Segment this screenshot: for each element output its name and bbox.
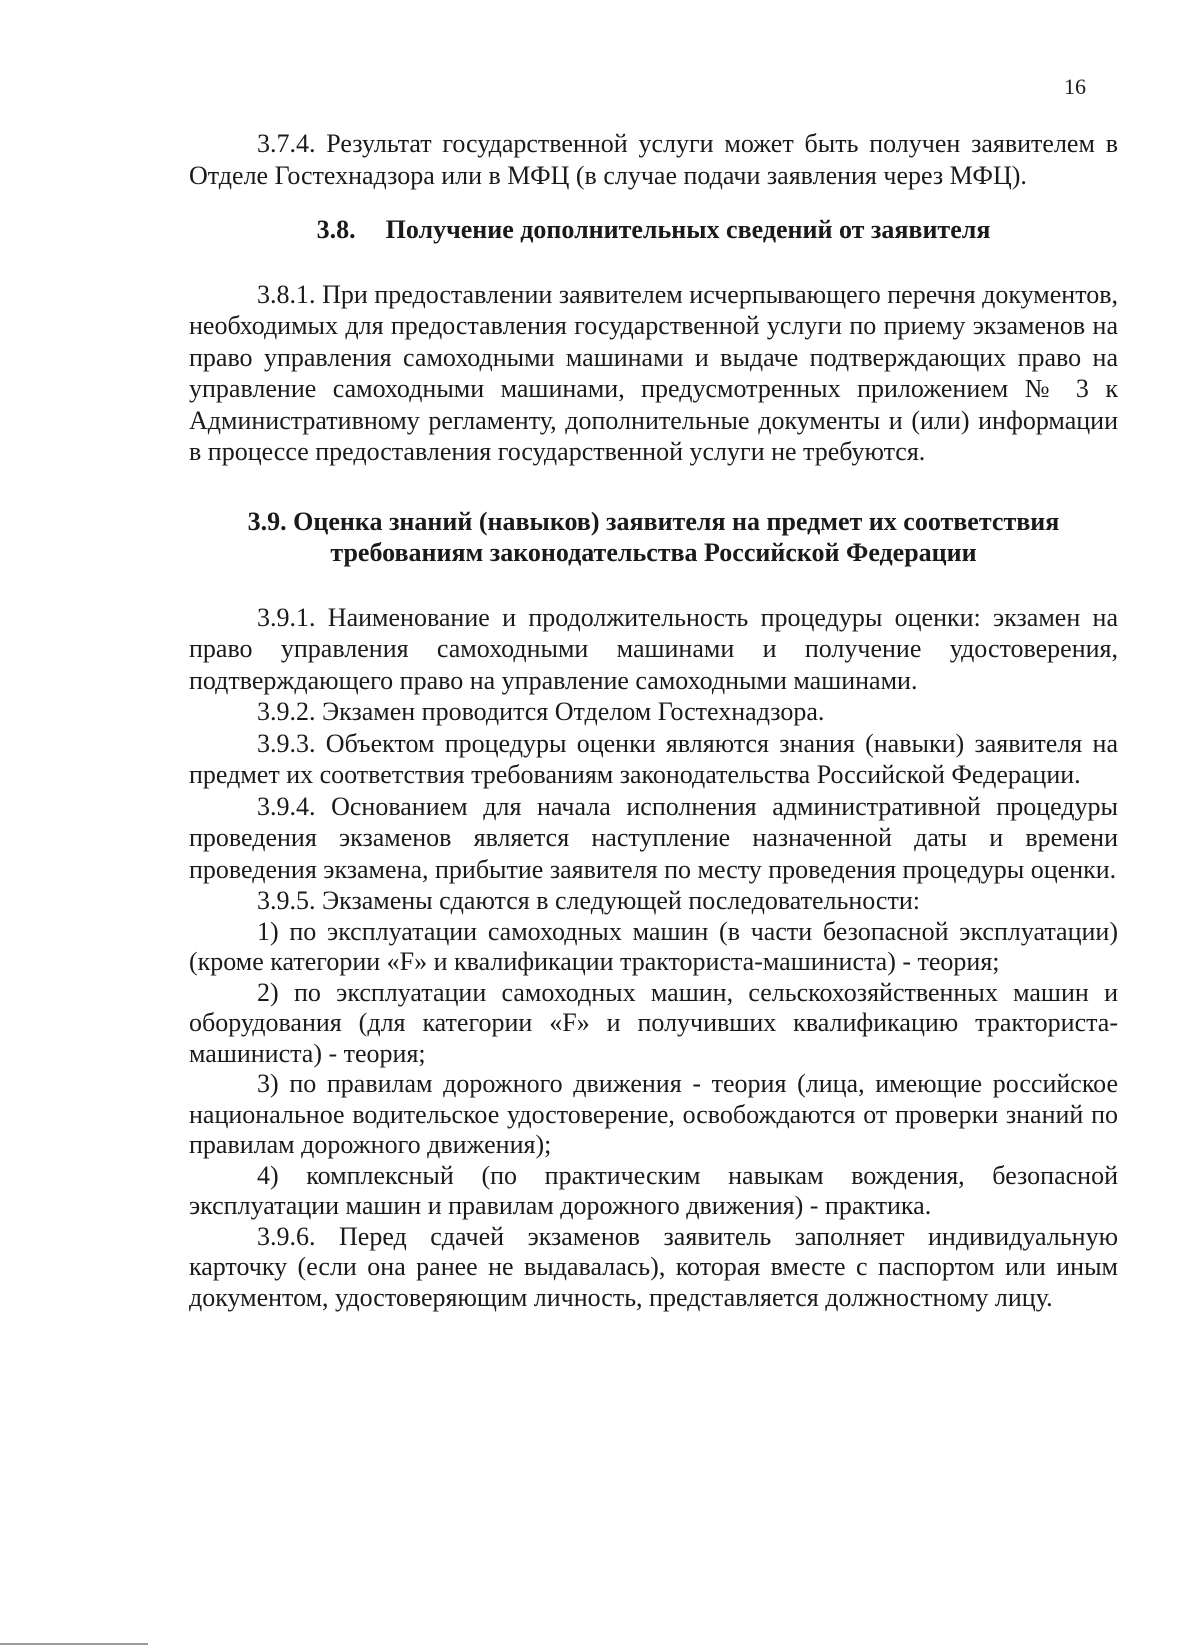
paragraph-3-7-4: 3.7.4. Результат государственной услуги может быть получен заявителем в Отделе Гостехнадзора или в МФЦ (в случае подачи заявления через МФЦ). (189, 129, 1118, 190)
paragraph-3-9-6: 3.9.6. Перед сдачей экзаменов заявитель заполняет индивидуальную карточку (если она ранее не выдавалась), которая вместе с паспортом или иным документом, удостоверяющим личность, представляется должностному лицу. (189, 1221, 1118, 1312)
section-heading-3-9 (189, 506, 1118, 569)
section-title: Получение дополнительных сведений от заявителя (385, 215, 991, 244)
paragraph-3-9-5: 3.9.5. Экзамены сдаются в следующей последовательности: (257, 886, 920, 915)
page-number: 16 (1064, 74, 1086, 99)
paragraph-3-9-1: 3.9.1. Наименование и продолжительность процедуры оценки: экзамен на право управления самоходными машинами и получение удостоверения, подтверждающего право на управление самоходными машинами. (189, 602, 1118, 695)
spacer (189, 191, 1118, 214)
paragraph-3-9-4: 3.9.4. Основанием для начала исполнения административной процедуры проведения экзаменов является наступление назначенной даты и времени проведения экзамена, прибытие заявителя по месту проведения процедуры оценки. (189, 791, 1118, 884)
list-item-3: 3) по правилам дорожного движения - теория (лица, имеющие российское национальное водительское удостоверение, освобождаются от проверки знаний по правилам дорожного движения); (189, 1069, 1118, 1159)
section-title-line-2: требованиям законодательства Российской Федерации (330, 538, 977, 567)
section-number: 3.8. (316, 215, 356, 244)
section-heading-3-8 (189, 214, 1118, 246)
list-item-2: 2) по эксплуатации самоходных машин, сельскохозяйственных машин и оборудования (для категории «F» и получивших квалификацию тракториста-машиниста) - теория; (189, 977, 1118, 1068)
spacer (189, 246, 1118, 279)
paragraph-3-8-1: 3.8.1. При предоставлении заявителем исчерпывающего перечня документов, необходимых для предоставления государственной услуги по приему экзаменов на право управления самоходными машинами и выдаче подтверждающих право на управление самоходными машинами, предусмотренных приложением № 3 к Административному регламенту, дополнительные документы и (или) информации в процессе предоставления государственной услуги не требуются. (189, 279, 1118, 466)
list-item-1: 1) по эксплуатации самоходных машин (в части безопасной эксплуатации) (кроме категории «F» и квалификации тракториста-машиниста) - теория; (189, 916, 1118, 976)
spacer (189, 569, 1118, 602)
list-item-4: 4) комплексный (по практическим навыкам вождения, безопасной эксплуатации машин и правилам дорожного движения) - практика. (189, 1160, 1118, 1220)
spacer (189, 468, 1118, 506)
paragraph-3-9-3: 3.9.3. Объектом процедуры оценки являются знания (навыки) заявителя на предмет их соответствия требованиям законодательства Российской Федерации. (189, 728, 1118, 789)
scan-edge-mark (0, 1643, 148, 1645)
paragraph-3-9-2: 3.9.2. Экзамен проводится Отделом Гостехнадзора. (257, 697, 825, 726)
document-body (189, 128, 1118, 1313)
section-title-line-1: 3.9. Оценка знаний (навыков) заявителя на предмет их соответствия (247, 506, 1060, 536)
